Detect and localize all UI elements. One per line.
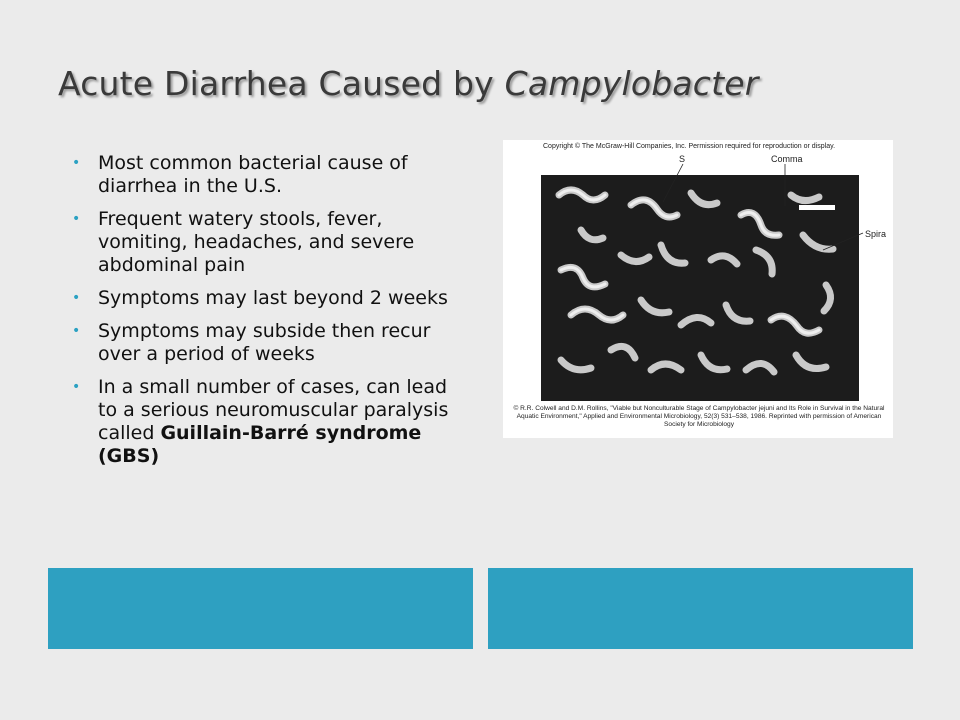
bullet-icon: • (72, 323, 81, 339)
bullet-icon: • (72, 155, 81, 171)
bullet-icon: • (72, 290, 81, 306)
bullet-item: • Symptoms may last beyond 2 weeks (72, 287, 448, 309)
footer-block-right (488, 568, 913, 649)
bullet-icon: • (72, 379, 81, 395)
slide-title (58, 64, 938, 103)
title-italic-text: Campylobacter (504, 64, 759, 103)
pointer-lines (503, 140, 893, 438)
bullet-item: • Frequent watery stools, fever, vomiting, headaches, and severe abdominal pain (72, 208, 415, 276)
label-comma: Comma (771, 154, 803, 164)
footer-block-left (48, 568, 473, 649)
bullet-list (72, 152, 472, 478)
micrograph-figure (503, 140, 893, 438)
label-spiral: Spira (865, 229, 887, 239)
figure-credit: © R.R. Colwell and D.M. Rollins, "Viable but Nonculturable Stage of Campylobacter jejuni and Its Role in Survival in the Natural Aquatic Environment," Applied and Environmental Microbiology, 52(3) 531–538, 1986. Reprinted with permission of American Society for Microbiology (513, 405, 885, 428)
gbs-term: Guillain-Barré syndrome (GBS) (98, 422, 422, 467)
bullet-item: • Most common bacterial cause of diarrhea in the U.S. (72, 152, 408, 197)
bullet-item: • In a small number of cases, can lead to a serious neuromuscular paralysis called Guillain-Barré syndrome (GBS) (72, 376, 449, 467)
figure-copyright: Copyright © The McGraw-Hill Companies, Inc. Permission required for reproduction or display. (543, 143, 836, 150)
bullet-item: • Symptoms may subside then recur over a period of weeks (72, 320, 431, 365)
bullet-icon: • (72, 211, 81, 227)
title-text: Acute Diarrhea Caused by (58, 64, 505, 103)
label-s: S (679, 154, 686, 164)
